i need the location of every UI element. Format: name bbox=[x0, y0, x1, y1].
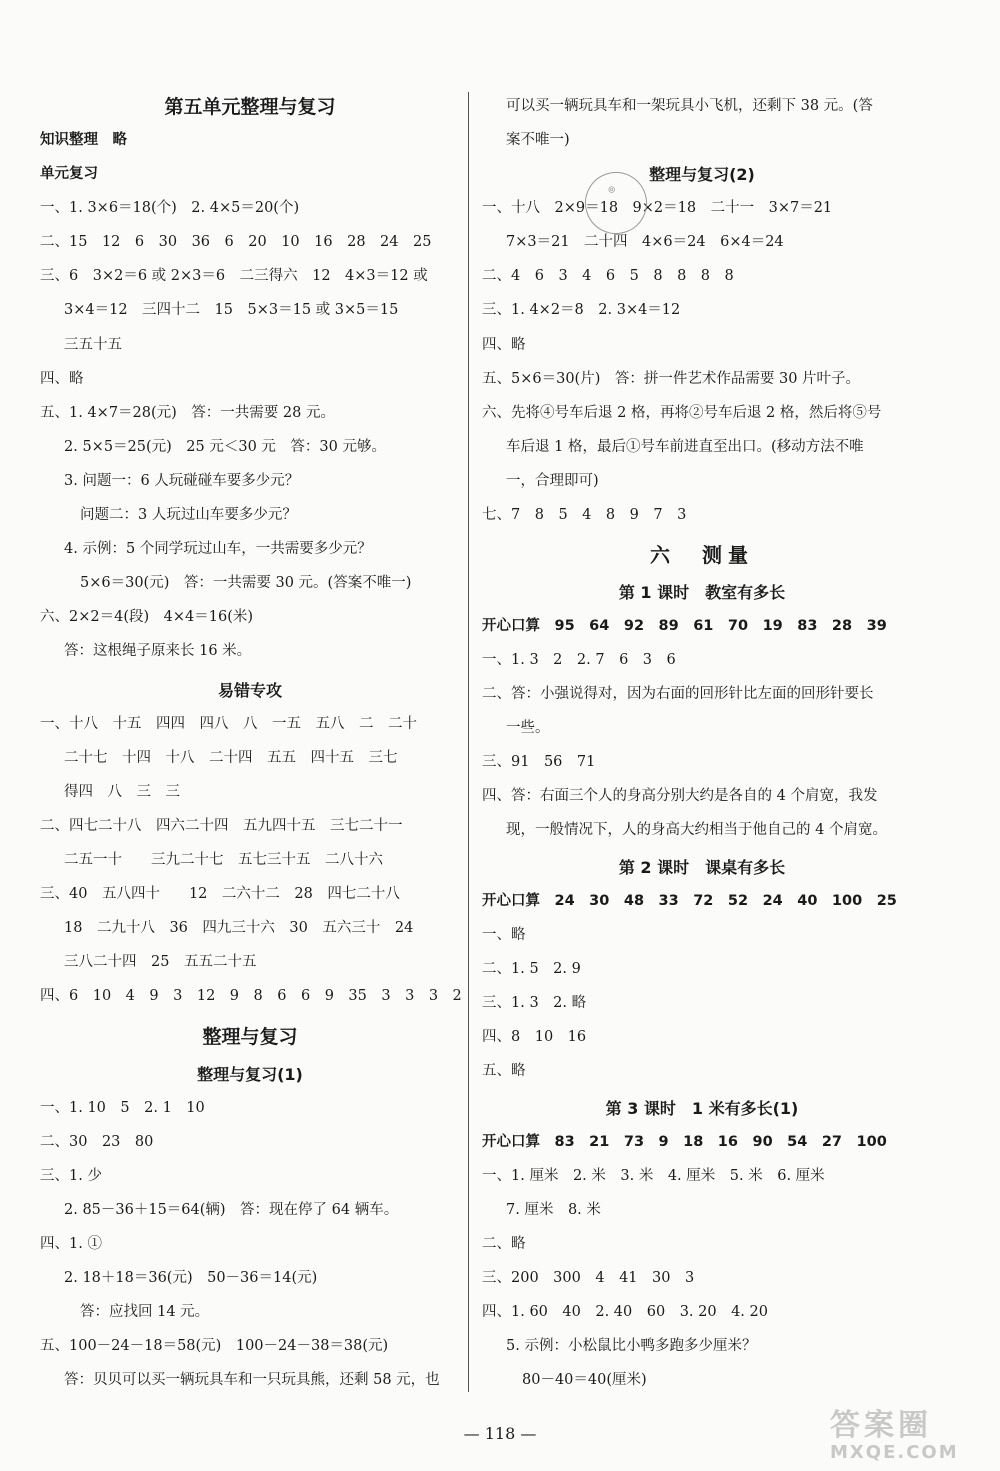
answer-line: 18 二九十八 36 四九三十六 30 五六三十 24 bbox=[64, 920, 414, 936]
answer-line: 3. 问题一：6 人玩碰碰车要多少元？ bbox=[64, 473, 300, 489]
answer-line: 二、15 12 6 30 36 6 20 10 16 28 24 25 bbox=[40, 234, 432, 250]
answer-line: 一、十八 2×9＝18 9×2＝18 二十一 3×7＝21 bbox=[482, 200, 833, 216]
answer-line: 三、1. 4×2＝8 2. 3×4＝12 bbox=[482, 302, 681, 318]
answer-line: 问题二：3 人玩过山车要多少元？ bbox=[80, 507, 297, 523]
answer-line: 六、先将④号车后退 2 格，再将②号车后退 2 格，然后将⑤号 bbox=[482, 405, 882, 421]
answer-line: 二、1. 5 2. 9 bbox=[482, 961, 581, 977]
answer-line: 一、1. 3 2 2. 7 6 3 6 bbox=[482, 652, 676, 668]
answer-line: 一、十八 十五 四四 四八 八 一五 五八 二 二十 bbox=[40, 716, 417, 732]
answer-line: 2. 85－36＋15＝64(辆) 答：现在停了 64 辆车。 bbox=[64, 1202, 399, 1218]
section-heading: 第五单元整理与复习 bbox=[164, 96, 336, 118]
answer-line: 三、6 3×2＝6 或 2×3＝6 二三得六 12 4×3＝12 或 bbox=[40, 268, 428, 284]
answer-line: 一、1. 3×6＝18(个) 2. 4×5＝20(个) bbox=[40, 200, 300, 216]
answer-line: 四、1. 60 40 2. 40 60 3. 20 4. 20 bbox=[482, 1304, 768, 1320]
page-number: — 118 — bbox=[463, 1424, 537, 1443]
answer-line: 三、1. 少 bbox=[40, 1168, 102, 1184]
answer-line: 3×4＝12 三四十二 15 5×3＝15 或 3×5＝15 bbox=[64, 302, 399, 318]
answer-line: 单元复习 bbox=[40, 166, 98, 182]
answer-line: 六、2×2＝4(段) 4×4＝16(米) bbox=[40, 609, 254, 625]
answer-line: 七、7 8 5 4 8 9 7 3 bbox=[482, 507, 687, 523]
answer-line: 5. 示例：小松鼠比小鸭多跑多少厘米？ bbox=[506, 1338, 757, 1354]
answer-line: 四、略 bbox=[40, 371, 84, 387]
answer-line: 二、4 6 3 4 6 5 8 8 8 8 bbox=[482, 268, 734, 284]
answer-line: 开心口算 95 64 92 89 61 70 19 83 28 39 bbox=[482, 618, 887, 634]
answer-line: 四、略 bbox=[482, 337, 526, 353]
section-heading: 第 1 课时 教室有多长 bbox=[618, 583, 786, 602]
section-heading: 整理与复习 bbox=[202, 1026, 298, 1048]
answer-line: 一、1. 10 5 2. 1 10 bbox=[40, 1100, 205, 1116]
answer-line: 80－40＝40(厘米) bbox=[522, 1372, 647, 1388]
answer-line: 答：这根绳子原来长 16 米。 bbox=[64, 643, 252, 659]
answer-line: 可以买一辆玩具车和一架玩具小飞机，还剩下 38 元。(答 bbox=[506, 98, 873, 114]
answer-line: 答：应找回 14 元。 bbox=[80, 1304, 210, 1320]
watermark-bottom: MXQE.COM bbox=[830, 1442, 959, 1463]
answer-line: 五、100－24－18＝58(元) 100－24－38＝38(元) bbox=[40, 1338, 389, 1354]
answer-line: 答：贝贝可以买一辆玩具车和一只玩具熊，还剩 58 元，也 bbox=[64, 1372, 440, 1388]
section-heading: 整理与复习(2) bbox=[649, 165, 755, 184]
answer-line: 现，一般情况下，人的身高大约相当于他自己的 4 个肩宽。 bbox=[506, 822, 887, 838]
answer-line: 得四 八 三 三 bbox=[64, 784, 180, 800]
answer-line: 一、1. 厘米 2. 米 3. 米 4. 厘米 5. 米 6. 厘米 bbox=[482, 1168, 825, 1184]
answer-line: 2. 5×5＝25(元) 25 元＜30 元 答：30 元够。 bbox=[64, 439, 386, 455]
answer-line: 四、6 10 4 9 3 12 9 8 6 6 9 35 3 3 3 2 bbox=[40, 988, 462, 1004]
answer-line: 三、40 五八四十 12 二六十二 28 四七二十八 bbox=[40, 886, 400, 902]
section-heading: 易错专攻 bbox=[217, 681, 282, 700]
answer-line: 开心口算 24 30 48 33 72 52 24 40 100 25 bbox=[482, 893, 897, 909]
answer-line: 7. 厘米 8. 米 bbox=[506, 1202, 601, 1218]
watermark-logo bbox=[830, 1400, 982, 1463]
answer-line: 4. 示例：5 个同学玩过山车，一共需要多少元？ bbox=[64, 541, 372, 557]
answer-line: 5×6＝30(元) 答：一共需要 30 元。(答案不唯一) bbox=[80, 575, 412, 591]
answer-line: 三、200 300 4 41 30 3 bbox=[482, 1270, 695, 1286]
answer-line: 五、略 bbox=[482, 1063, 526, 1079]
watermark-top: 答案圈 bbox=[830, 1408, 932, 1443]
section-heading: 六 测量 bbox=[650, 543, 754, 567]
answer-line: 五、1. 4×7＝28(元) 答：一共需要 28 元。 bbox=[40, 405, 335, 421]
answer-line: 开心口算 83 21 73 9 18 16 90 54 27 100 bbox=[482, 1134, 887, 1150]
answer-line: 三、91 56 71 bbox=[482, 754, 596, 770]
column-divider bbox=[468, 92, 469, 1392]
answer-line: 知识整理 略 bbox=[40, 132, 127, 148]
section-heading: 第 2 课时 课桌有多长 bbox=[618, 858, 786, 877]
answer-line: 7×3＝21 二十四 4×6＝24 6×4＝24 bbox=[506, 234, 784, 250]
answer-line: 五、5×6＝30(片) 答：拼一件艺术作品需要 30 片叶子。 bbox=[482, 371, 861, 387]
answer-line: 三八二十四 25 五五二十五 bbox=[64, 954, 257, 970]
answer-line: 三五十五 bbox=[64, 337, 122, 353]
answer-line: 三、1. 3 2. 略 bbox=[482, 995, 587, 1011]
answer-line: 一、略 bbox=[482, 927, 526, 943]
section-heading: 整理与复习(1) bbox=[197, 1065, 303, 1084]
answer-line: 二、略 bbox=[482, 1236, 526, 1252]
answer-line: 一，合理即可) bbox=[506, 473, 599, 489]
faint-stamp-icon: ◎ bbox=[577, 164, 655, 242]
answer-line: 车后退 1 格，最后①号车前进直至出口。(移动方法不唯 bbox=[506, 439, 864, 455]
answer-line: 二、答：小强说得对，因为右面的回形针比左面的回形针要长 bbox=[482, 686, 874, 702]
answer-line: 四、8 10 16 bbox=[482, 1029, 587, 1045]
answer-line: 案不唯一) bbox=[506, 132, 570, 148]
answer-line: 二、30 23 80 bbox=[40, 1134, 154, 1150]
answer-line: 二、四七二十八 四六二十四 五九四十五 三七二十一 bbox=[40, 818, 403, 834]
answer-line: 四、答：右面三个人的身高分别大约是各自的 4 个肩宽，我发 bbox=[482, 788, 878, 804]
answer-line: 2. 18＋18＝36(元) 50－36＝14(元) bbox=[64, 1270, 318, 1286]
answer-line: 二十七 十四 十八 二十四 五五 四十五 三七 bbox=[64, 750, 398, 766]
section-heading: 第 3 课时 1 米有多长(1) bbox=[605, 1099, 799, 1118]
answer-line: 一些。 bbox=[506, 720, 550, 736]
answer-line: 二五一十 三九二十七 五七三十五 二八十六 bbox=[64, 852, 383, 868]
answer-line: 四、1. ① bbox=[40, 1236, 102, 1252]
